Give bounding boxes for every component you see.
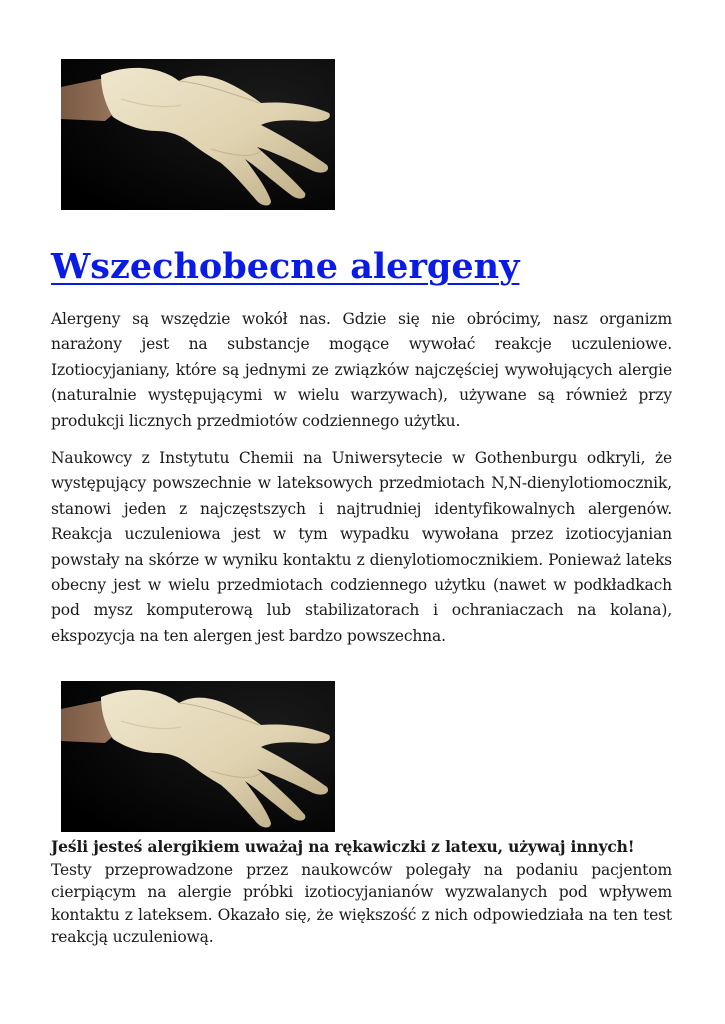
article-paragraph-with-warning [51,836,672,949]
article-paragraph: Naukowcy z Instytutu Chemii na Uniwersytecie w Gothenburgu odkryli, że występujący powszechnie w lateksowych przedmiotach N,N-dienylotiomocznik, stanowi jeden z najczęstszych i najtrudniej identyfikowalnych alergenów. Reakcja uczuleniowa jest w tym wypadku wywołana przez izotiocyjanian powstały na skórze w wyniku kontaktu z dienylotiomocznikiem. Ponieważ lateks obecny jest w wielu przedmiotach codziennego użytku (nawet w podkładkach pod mysz komputerową lub stabilizatorach i ochraniaczach na kolana), ekspozycja na ten alergen jest bardzo powszechna. [51,449,672,645]
article-paragraph-text: Testy przeprowadzone przez naukowców polegały na podaniu pacjentom cierpiącym na alergie próbki izotiocyjanianów wyzwalanych pod wpływem kontaktu z lateksem. Okazało się, że większość z nich odpowiedziała na ten test reakcją uczuleniową. [51,860,672,947]
glove-photo-top [61,59,335,210]
glove-photo-bottom [61,681,335,832]
article-headline[interactable]: Wszechobecne alergeny [51,246,520,287]
glove-hand-image [61,681,335,832]
allergy-warning: Jeśli jesteś alergikiem uważaj na rękawiczki z latexu, używaj innych! [51,837,635,856]
glove-hand-image [61,59,335,210]
article-paragraph: Alergeny są wszędzie wokół nas. Gdzie się nie obrócimy, nasz organizm narażony jest na substancje mogące wywołać reakcje uczuleniowe. Izotiocyjaniany, które są jednymi ze związków najczęściej wywołujących alergie (naturalnie występującymi w wielu warzywach), używane są również przy produkcji licznych przedmiotów codziennego użytku. [51,310,672,430]
